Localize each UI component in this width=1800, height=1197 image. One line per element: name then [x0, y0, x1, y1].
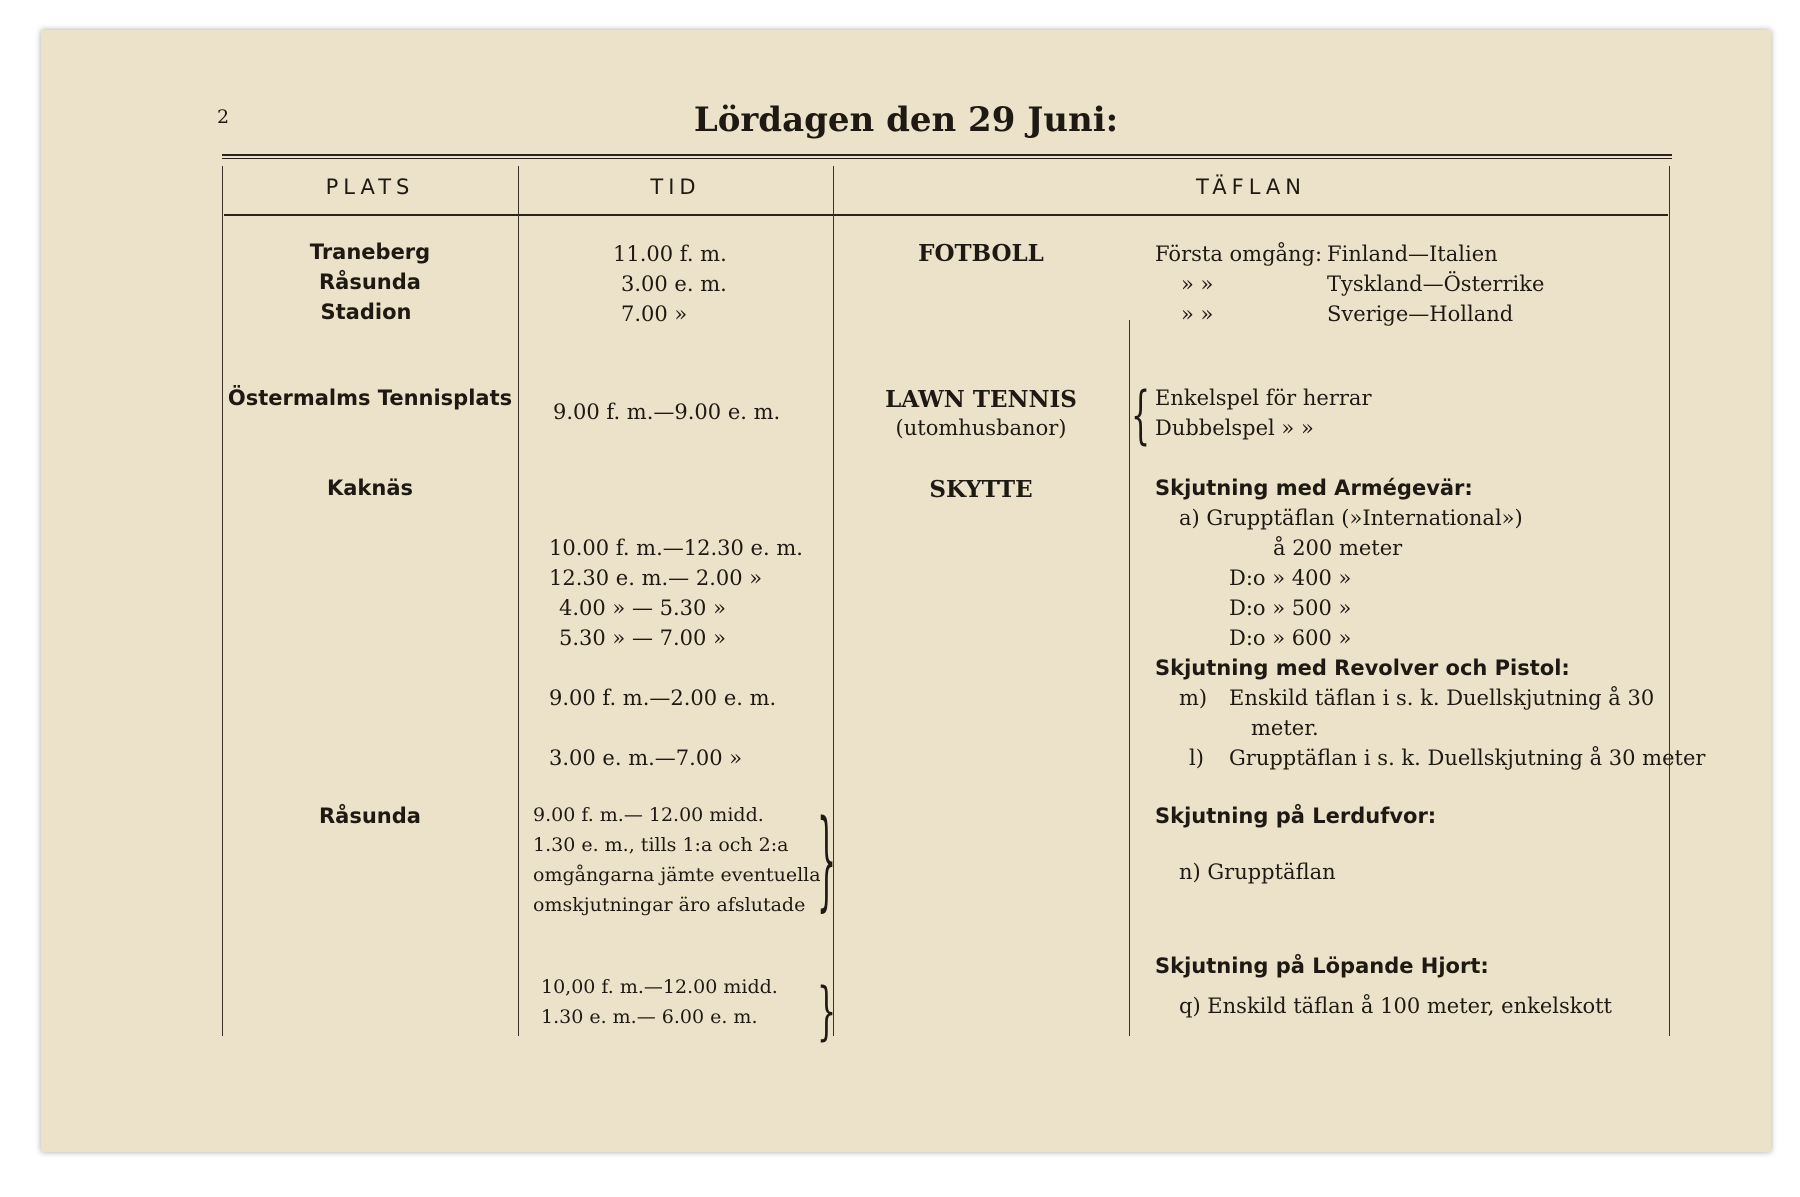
- event-line: å 200 meter: [1273, 536, 1403, 560]
- match-round: » »: [1181, 302, 1214, 326]
- brace-icon: }: [817, 975, 837, 1050]
- column-divider: [1669, 166, 1670, 1036]
- time-value: 7.00 »: [621, 302, 688, 326]
- time-value: 12.30 e. m.— 2.00 »: [549, 566, 763, 590]
- column-header-taflan: TÄFLAN: [1196, 175, 1306, 199]
- time-value: 10.00 f. m.—12.30 e. m.: [549, 536, 803, 560]
- time-value: 5.30 » — 7.00 »: [559, 626, 726, 650]
- event-line: n) Grupptäflan: [1179, 860, 1336, 884]
- tennis-item: Dubbelspel » »: [1155, 416, 1314, 440]
- page-number: 2: [217, 106, 230, 128]
- event-line: Enskild täflan i s. k. Duellskjutning å 30: [1229, 686, 1655, 710]
- time-value: 4.00 » — 5.30 »: [559, 596, 726, 620]
- time-value: omskjutningar äro afslutade: [533, 894, 806, 916]
- event-subtitle: (utomhusbanor): [895, 416, 1067, 440]
- program-page: [41, 30, 1771, 1152]
- brace-icon: }: [817, 799, 837, 926]
- event-line: Grupptäflan i s. k. Duellskjutning å 30 meter: [1229, 746, 1706, 770]
- header-rule: [224, 214, 1668, 216]
- time-value: 9.00 f. m.— 12.00 midd.: [533, 804, 764, 826]
- column-header-tid: TID: [650, 175, 701, 199]
- item-label: m): [1179, 686, 1208, 710]
- place-kaknas: Kaknäs: [326, 476, 414, 500]
- place-traneberg: Traneberg: [309, 240, 431, 264]
- time-value: 9.00 f. m.—2.00 e. m.: [549, 686, 777, 710]
- column-header-plats: PLATS: [325, 175, 415, 199]
- event-line: a) Grupptäflan (»International»): [1179, 506, 1523, 530]
- match-round: Första omgång:: [1155, 242, 1323, 266]
- place-stadion: Stadion: [320, 300, 412, 324]
- page-title: Lördagen den 29 Juni:: [693, 100, 1119, 140]
- match-teams: Sverige—Holland: [1327, 302, 1514, 326]
- section-heading: Skjutning på Lerdufvor:: [1155, 804, 1437, 828]
- time-value: 1.30 e. m.— 6.00 e. m.: [541, 1006, 758, 1028]
- event-line: meter.: [1251, 716, 1319, 740]
- event-line: D:o » 400 »: [1229, 566, 1352, 590]
- time-value: 1.30 e. m., tills 1:a och 2:a: [533, 834, 789, 856]
- time-value: omgångarna jämte eventuella: [533, 864, 821, 886]
- match-teams: Finland—Italien: [1327, 242, 1498, 266]
- time-value: 11.00 f. m.: [613, 242, 727, 266]
- event-line: D:o » 600 »: [1229, 626, 1352, 650]
- place-rasunda-skytte: Råsunda: [319, 804, 421, 828]
- time-value: 9.00 f. m.—9.00 e. m.: [553, 400, 781, 424]
- section-heading: Skjutning med Revolver och Pistol:: [1155, 656, 1570, 680]
- column-divider: [222, 166, 223, 1036]
- tennis-item: Enkelspel för herrar: [1155, 386, 1372, 410]
- brace-icon: {: [1131, 379, 1151, 454]
- time-value: 10,00 f. m.—12.00 midd.: [541, 976, 778, 998]
- match-round: » »: [1181, 272, 1214, 296]
- event-lawn-tennis: LAWN TENNIS: [885, 386, 1077, 413]
- top-rule: [222, 154, 1672, 156]
- place-rasunda: Råsunda: [319, 270, 421, 294]
- place-ostermalms-tennisplats: Östermalms Tennisplats: [227, 386, 513, 410]
- event-line: D:o » 500 »: [1229, 596, 1352, 620]
- event-line: q) Enskild täflan å 100 meter, enkelskott: [1179, 994, 1612, 1018]
- time-value: 3.00 e. m.—7.00 »: [549, 746, 743, 770]
- match-teams: Tyskland—Österrike: [1327, 272, 1545, 296]
- column-divider: [1129, 320, 1130, 1036]
- event-fotboll: FOTBOLL: [918, 240, 1044, 267]
- time-value: 3.00 e. m.: [621, 272, 727, 296]
- section-heading: Skjutning på Löpande Hjort:: [1155, 954, 1489, 978]
- top-rule-thin: [222, 158, 1672, 159]
- section-heading: Skjutning med Armégevär:: [1155, 476, 1473, 500]
- item-label: l): [1189, 746, 1204, 770]
- event-skytte: SKYTTE: [929, 476, 1033, 503]
- column-divider: [518, 166, 519, 1036]
